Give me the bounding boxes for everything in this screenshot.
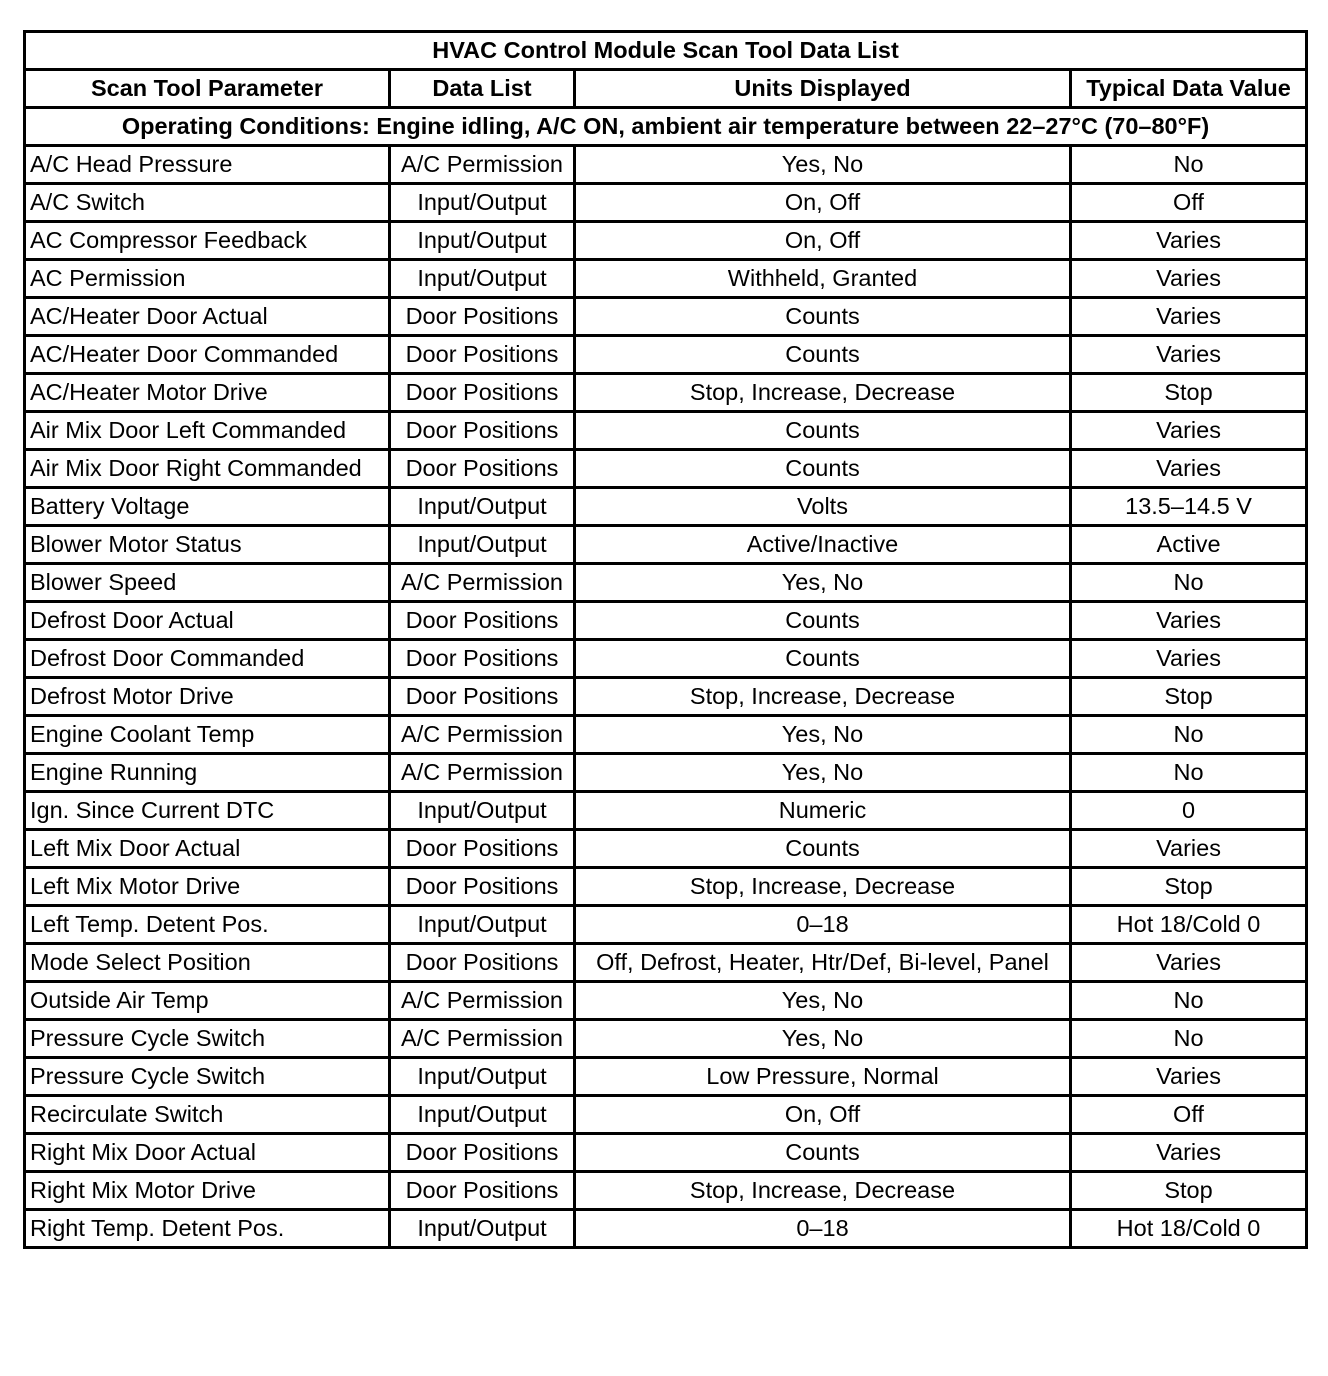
data-list-cell: Input/Output <box>390 184 575 222</box>
operating-conditions: Operating Conditions: Engine idling, A/C ON, ambient air temperature between 22–27°C (70–80°F) <box>25 108 1307 146</box>
data-list-cell: Input/Output <box>390 260 575 298</box>
table-row <box>25 1020 1307 1058</box>
table-row <box>25 374 1307 412</box>
typical-value-cell: 13.5–14.5 V <box>1071 488 1307 526</box>
typical-value-cell: Varies <box>1071 944 1307 982</box>
data-list-cell: Input/Output <box>390 1096 575 1134</box>
units-cell: 0–18 <box>575 906 1071 944</box>
param-cell: AC/Heater Motor Drive <box>25 374 390 412</box>
param-cell: Outside Air Temp <box>25 982 390 1020</box>
header-data-list: Data List <box>390 70 575 108</box>
typical-value-cell: Varies <box>1071 1058 1307 1096</box>
param-cell: Right Mix Door Actual <box>25 1134 390 1172</box>
typical-value-cell: Varies <box>1071 640 1307 678</box>
units-cell: Yes, No <box>575 146 1071 184</box>
table-row <box>25 146 1307 184</box>
data-list-cell: A/C Permission <box>390 754 575 792</box>
units-cell: Stop, Increase, Decrease <box>575 374 1071 412</box>
table-row <box>25 1210 1307 1248</box>
param-cell: Air Mix Door Right Commanded <box>25 450 390 488</box>
data-list-cell: Door Positions <box>390 298 575 336</box>
typical-value-cell: Stop <box>1071 1172 1307 1210</box>
typical-value-cell: Varies <box>1071 602 1307 640</box>
table-row <box>25 1096 1307 1134</box>
data-list-cell: Door Positions <box>390 830 575 868</box>
data-list-cell: Door Positions <box>390 412 575 450</box>
operating-conditions-row <box>25 108 1307 146</box>
units-cell: Withheld, Granted <box>575 260 1071 298</box>
table-row <box>25 792 1307 830</box>
typical-value-cell: Varies <box>1071 222 1307 260</box>
param-cell: Left Mix Motor Drive <box>25 868 390 906</box>
data-list-cell: Input/Output <box>390 906 575 944</box>
units-cell: 0–18 <box>575 1210 1071 1248</box>
header-units-displayed: Units Displayed <box>575 70 1071 108</box>
typical-value-cell: Varies <box>1071 260 1307 298</box>
table-row <box>25 412 1307 450</box>
units-cell: Counts <box>575 602 1071 640</box>
typical-value-cell: Varies <box>1071 298 1307 336</box>
table-row <box>25 526 1307 564</box>
table-row <box>25 488 1307 526</box>
table-row <box>25 184 1307 222</box>
table-row <box>25 298 1307 336</box>
data-list-cell: Door Positions <box>390 450 575 488</box>
units-cell: Yes, No <box>575 564 1071 602</box>
table-row <box>25 868 1307 906</box>
typical-value-cell: Stop <box>1071 678 1307 716</box>
param-cell: AC/Heater Door Actual <box>25 298 390 336</box>
units-cell: Counts <box>575 640 1071 678</box>
units-cell: Counts <box>575 450 1071 488</box>
table-row <box>25 450 1307 488</box>
data-list-cell: A/C Permission <box>390 146 575 184</box>
typical-value-cell: Stop <box>1071 374 1307 412</box>
data-list-cell: Door Positions <box>390 868 575 906</box>
data-list-cell: Input/Output <box>390 1210 575 1248</box>
units-cell: Low Pressure, Normal <box>575 1058 1071 1096</box>
param-cell: Left Mix Door Actual <box>25 830 390 868</box>
param-cell: Recirculate Switch <box>25 1096 390 1134</box>
typical-value-cell: No <box>1071 146 1307 184</box>
typical-value-cell: 0 <box>1071 792 1307 830</box>
typical-value-cell: No <box>1071 716 1307 754</box>
table-row <box>25 982 1307 1020</box>
header-scan-tool-parameter: Scan Tool Parameter <box>25 70 390 108</box>
table-title-row <box>25 32 1307 70</box>
data-list-cell: A/C Permission <box>390 564 575 602</box>
table-row <box>25 716 1307 754</box>
param-cell: Defrost Door Commanded <box>25 640 390 678</box>
table-header-row <box>25 70 1307 108</box>
table-row <box>25 754 1307 792</box>
units-cell: Yes, No <box>575 1020 1071 1058</box>
typical-value-cell: Stop <box>1071 868 1307 906</box>
typical-value-cell: Active <box>1071 526 1307 564</box>
units-cell: Counts <box>575 336 1071 374</box>
data-list-cell: A/C Permission <box>390 1020 575 1058</box>
typical-value-cell: No <box>1071 564 1307 602</box>
table-row <box>25 1172 1307 1210</box>
typical-value-cell: Varies <box>1071 1134 1307 1172</box>
data-list-cell: Door Positions <box>390 1172 575 1210</box>
typical-value-cell: Off <box>1071 184 1307 222</box>
param-cell: AC Compressor Feedback <box>25 222 390 260</box>
table-row <box>25 602 1307 640</box>
param-cell: Engine Coolant Temp <box>25 716 390 754</box>
param-cell: Ign. Since Current DTC <box>25 792 390 830</box>
units-cell: Stop, Increase, Decrease <box>575 678 1071 716</box>
typical-value-cell: Varies <box>1071 830 1307 868</box>
table-row <box>25 678 1307 716</box>
header-typical-data-value: Typical Data Value <box>1071 70 1307 108</box>
param-cell: Blower Motor Status <box>25 526 390 564</box>
units-cell: Stop, Increase, Decrease <box>575 868 1071 906</box>
data-list-cell: Door Positions <box>390 678 575 716</box>
table-row <box>25 906 1307 944</box>
table-row <box>25 1134 1307 1172</box>
param-cell: Right Temp. Detent Pos. <box>25 1210 390 1248</box>
typical-value-cell: Hot 18/Cold 0 <box>1071 906 1307 944</box>
data-list-cell: Input/Output <box>390 526 575 564</box>
table-row <box>25 222 1307 260</box>
units-cell: On, Off <box>575 1096 1071 1134</box>
data-list-cell: Input/Output <box>390 1058 575 1096</box>
typical-value-cell: No <box>1071 754 1307 792</box>
table-row <box>25 1058 1307 1096</box>
typical-value-cell: Varies <box>1071 412 1307 450</box>
scan-tool-data-table <box>23 30 1308 1249</box>
units-cell: On, Off <box>575 184 1071 222</box>
data-list-cell: Door Positions <box>390 336 575 374</box>
units-cell: Off, Defrost, Heater, Htr/Def, Bi-level, Panel <box>575 944 1071 982</box>
data-list-cell: Door Positions <box>390 1134 575 1172</box>
typical-value-cell: Hot 18/Cold 0 <box>1071 1210 1307 1248</box>
units-cell: Numeric <box>575 792 1071 830</box>
units-cell: Stop, Increase, Decrease <box>575 1172 1071 1210</box>
units-cell: Yes, No <box>575 754 1071 792</box>
param-cell: Pressure Cycle Switch <box>25 1020 390 1058</box>
typical-value-cell: Varies <box>1071 336 1307 374</box>
data-list-cell: A/C Permission <box>390 982 575 1020</box>
table-row <box>25 830 1307 868</box>
param-cell: A/C Switch <box>25 184 390 222</box>
param-cell: Battery Voltage <box>25 488 390 526</box>
table-row <box>25 336 1307 374</box>
typical-value-cell: Off <box>1071 1096 1307 1134</box>
units-cell: On, Off <box>575 222 1071 260</box>
data-list-cell: Door Positions <box>390 944 575 982</box>
units-cell: Counts <box>575 1134 1071 1172</box>
typical-value-cell: No <box>1071 1020 1307 1058</box>
param-cell: AC/Heater Door Commanded <box>25 336 390 374</box>
data-list-cell: Input/Output <box>390 222 575 260</box>
param-cell: Right Mix Motor Drive <box>25 1172 390 1210</box>
param-cell: Left Temp. Detent Pos. <box>25 906 390 944</box>
typical-value-cell: Varies <box>1071 450 1307 488</box>
units-cell: Counts <box>575 298 1071 336</box>
param-cell: Engine Running <box>25 754 390 792</box>
param-cell: Defrost Motor Drive <box>25 678 390 716</box>
data-list-cell: Input/Output <box>390 488 575 526</box>
param-cell: AC Permission <box>25 260 390 298</box>
table-row <box>25 640 1307 678</box>
data-list-cell: Door Positions <box>390 374 575 412</box>
typical-value-cell: No <box>1071 982 1307 1020</box>
param-cell: Mode Select Position <box>25 944 390 982</box>
units-cell: Counts <box>575 412 1071 450</box>
param-cell: Defrost Door Actual <box>25 602 390 640</box>
table-row <box>25 944 1307 982</box>
table-title: HVAC Control Module Scan Tool Data List <box>25 32 1307 70</box>
data-list-cell: Door Positions <box>390 602 575 640</box>
param-cell: Air Mix Door Left Commanded <box>25 412 390 450</box>
units-cell: Yes, No <box>575 982 1071 1020</box>
data-list-cell: Door Positions <box>390 640 575 678</box>
param-cell: Pressure Cycle Switch <box>25 1058 390 1096</box>
table-row <box>25 260 1307 298</box>
param-cell: A/C Head Pressure <box>25 146 390 184</box>
data-list-cell: Input/Output <box>390 792 575 830</box>
table-body <box>25 146 1307 1248</box>
units-cell: Volts <box>575 488 1071 526</box>
param-cell: Blower Speed <box>25 564 390 602</box>
table-row <box>25 564 1307 602</box>
data-list-cell: A/C Permission <box>390 716 575 754</box>
units-cell: Active/Inactive <box>575 526 1071 564</box>
document-page <box>23 30 1305 1249</box>
units-cell: Counts <box>575 830 1071 868</box>
units-cell: Yes, No <box>575 716 1071 754</box>
